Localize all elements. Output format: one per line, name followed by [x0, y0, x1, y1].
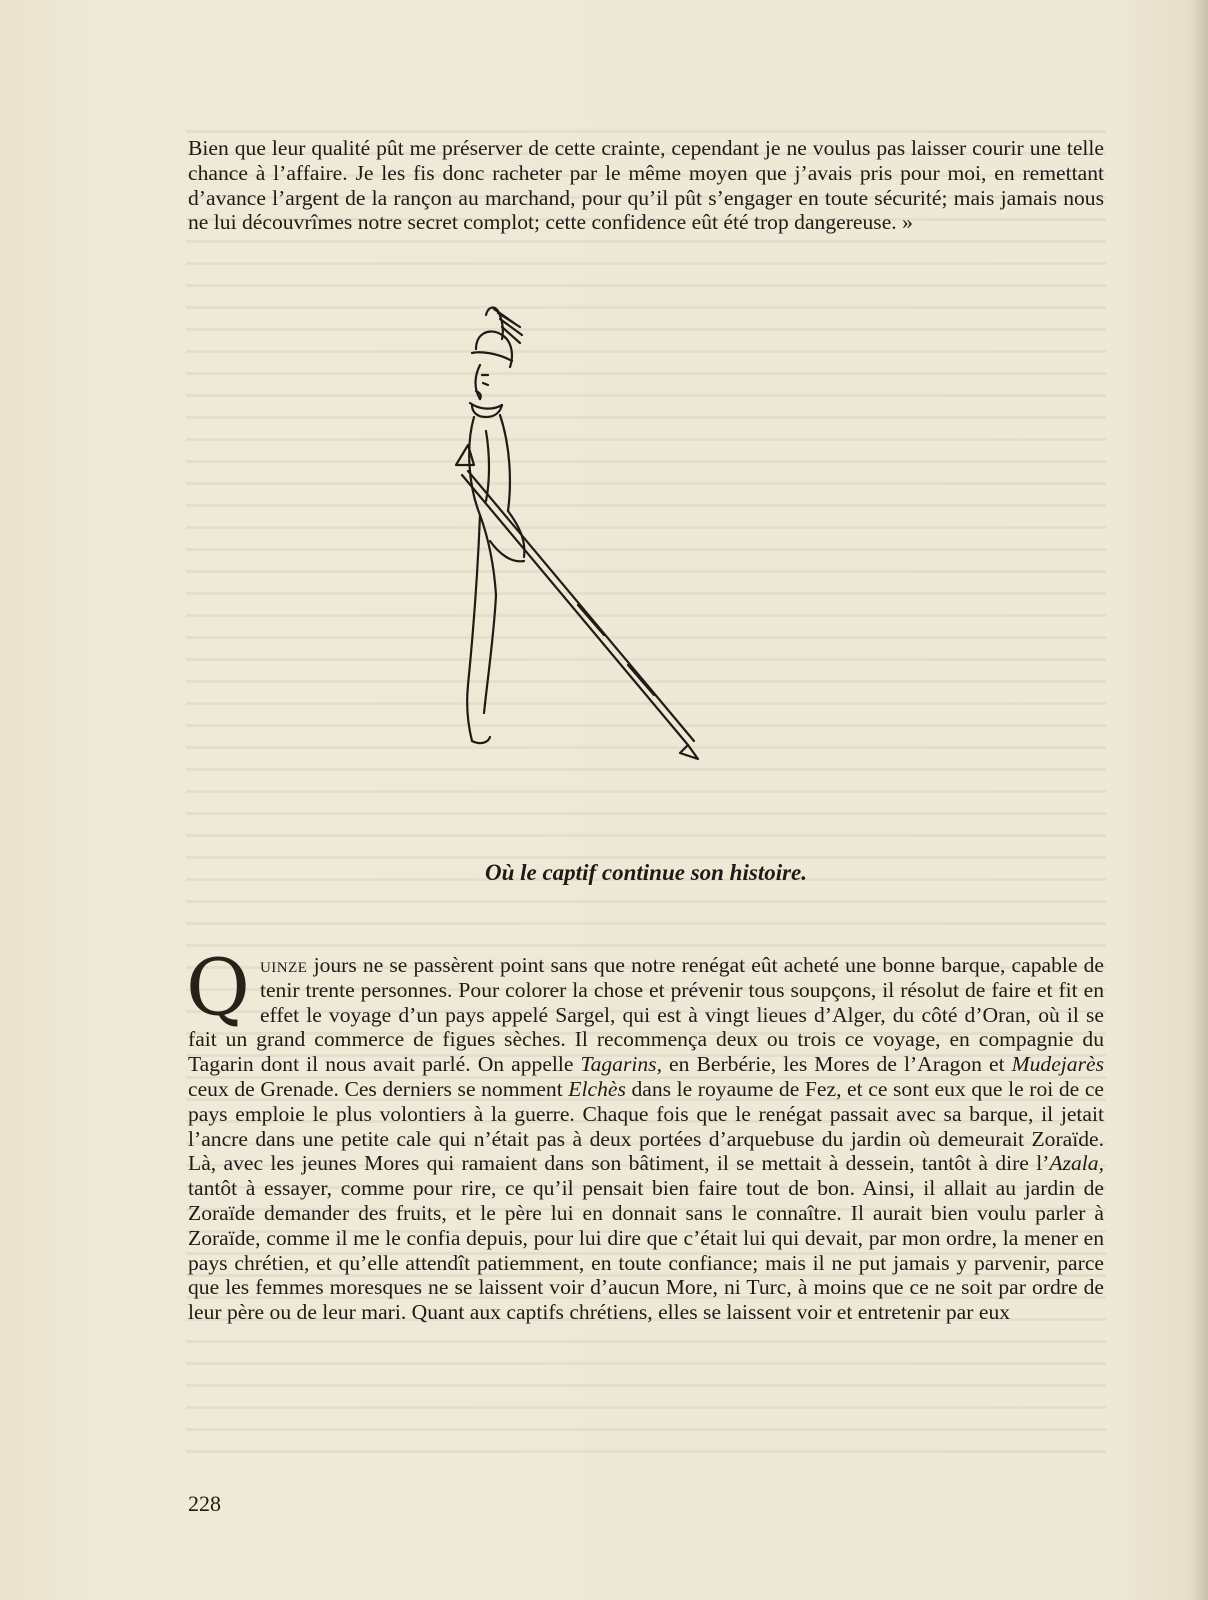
- text-segment: ceux de Grenade. Ces derniers se nomment: [188, 1076, 569, 1101]
- page-edge-shadow: [1190, 0, 1208, 1600]
- drop-cap: Q: [186, 943, 250, 1033]
- lead-word: uinze: [259, 953, 308, 977]
- chapter-title: Où le captif continue son histoire.: [484, 860, 808, 885]
- text-segment: jours ne se passèrent point sans que notre renégat eût acheté une bonne barque, capable de tenir trente personnes. Pour colorer la chose et prévenir tous soupçons, il résolut de faire et fit en effet le voyage d’un pays appelé Sargel, qui est à vingt lieues d’Alger, du côté d’Oran, où il se fait un grand commerce de figues sèches. Il recommença deux ou trois ce voyage, en compagnie du Tagarin dont il nous avait parlé. On appelle: [188, 953, 1104, 1077]
- italic-term: Elchès: [568, 1076, 626, 1101]
- italic-term: Tagarins,: [580, 1052, 662, 1077]
- page-number: 228: [188, 1491, 221, 1516]
- text-segment: en Berbérie, les Mores de l’Aragon et: [661, 1052, 1012, 1077]
- soldier-with-pike-icon: [428, 305, 700, 765]
- top-paragraph: [188, 136, 1104, 235]
- main-paragraph: [186, 943, 1104, 1325]
- text-segment: tantôt à essayer, comme pour rire, ce qu’il pensait bien faire tout de bon. Ainsi, il allait au jardin de Zoraïde demander des fruits, et le père lui en donnait sans le connaître. Il aurait bien voulu parler à Zoraïde, comme il me le confia depuis, pour lui dire que c’était lui qui devait, par mon ordre, la mener en pays chrétien, et qu’elle attendît patiemment, en toute confiance; mais il ne put jamais y parvenir, parce que les femmes moresques ne se laissent voir d’aucun More, ni Turc, à moins que ce ne soit par ordre de leur père ou de leur mari. Quant aux captifs chrétiens, elles se laissent voir et entretenir par eux: [188, 1176, 1104, 1325]
- top-paragraph-text: Bien que leur qualité pût me préserver de cette crainte, cependant je ne voulus pas laisser courir une telle chance à l’affaire. Je les fis donc racheter par le même moyen que j’avais pris pour moi, en remettant d’avance l’argent de la rançon au marchand, pour qu’il pût s’engager en toute sécurité; mais jamais nous ne lui découvrîmes notre secret complot; cette confidence eût été trop dangereuse. »: [188, 136, 1104, 235]
- italic-term: Azala,: [1049, 1151, 1104, 1176]
- main-paragraph-text: [186, 943, 1104, 1325]
- text-segment: dans le royaume de Fez, et ce sont eux que le roi de ce pays emploie le plus volontiers à la guerre. Chaque fois que le renégat passait avec sa barque, il jetait l’ancre dans une petite cale qui n’était pas à deux portées d’arquebuse du jardin où demeurait Zoraïde. Là, avec les jeunes Mores qui ramaient dans son bâtiment, il se mettait à dessein, tantôt à dire l’: [188, 1076, 1104, 1176]
- italic-term: Mudejarès: [1011, 1052, 1104, 1077]
